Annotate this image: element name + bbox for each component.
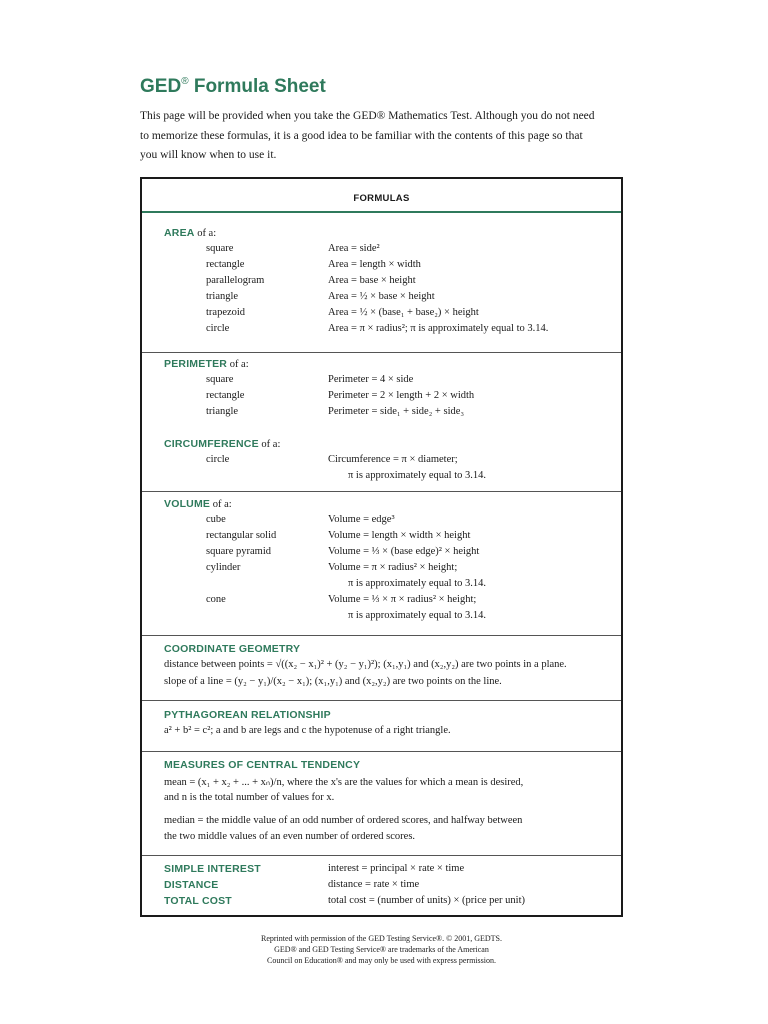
shape-label: triangle <box>206 406 239 417</box>
mean-note: and n is the total number of values for x. <box>164 792 335 803</box>
slope-formula: slope of a line = (y₂ − y₁)/(x₂ − x₁); (x₁,y₁) and (x₂,y₂) are two points on the line. <box>164 676 502 687</box>
page-title: GED® Formula Sheet <box>140 76 326 97</box>
formula: Perimeter = 4 × side <box>328 374 414 385</box>
formula: Volume = ⅓ × π × radius² × height; <box>328 594 477 605</box>
central-tendency-section <box>142 752 621 856</box>
formula: Area = ½ × base × height <box>328 291 435 302</box>
shape-label: circle <box>206 454 230 465</box>
misc-formulas-section <box>142 856 621 915</box>
shape-label: parallelogram <box>206 275 265 286</box>
area-heading: AREA of a: <box>164 227 217 239</box>
total-cost-heading: TOTAL COST <box>164 895 232 907</box>
perimeter-section <box>142 353 621 492</box>
formula: Circumference = π × diameter; <box>328 454 458 465</box>
circumference-heading: CIRCUMFERENCE of a: <box>164 438 281 450</box>
shape-label: rectangle <box>206 259 245 270</box>
formula: Area = ½ × (base₁ + base₂) × height <box>328 307 479 318</box>
distance-formula: distance between points = √((x₂ − x₁)² + (y₂ − y₁)²); (x₁,y₁) and (x₂,y₂) are two points in a plane. <box>164 659 567 670</box>
shape-label: square pyramid <box>206 546 272 557</box>
pythagorean-section <box>142 701 621 752</box>
intro-text <box>140 107 630 166</box>
shape-label: rectangle <box>206 390 245 401</box>
shape-label: square <box>206 374 234 385</box>
distance-heading: DISTANCE <box>164 879 219 891</box>
intro-line: to memorize these formulas, it is a good idea to be familiar with the contents of this page so that <box>140 129 583 142</box>
formula: Perimeter = side₁ + side₂ + side₃ <box>328 406 465 417</box>
formula: distance = rate × time <box>328 879 420 890</box>
formulas-header: FORMULAS <box>142 179 621 213</box>
coordinate-section <box>142 636 621 701</box>
volume-section <box>142 492 621 636</box>
shape-label: triangle <box>206 291 239 302</box>
formula: Area = π × radius²; π is approximately equal to 3.14. <box>328 323 549 334</box>
intro-line: This page will be provided when you take the GED® Mathematics Test. Although you do not need <box>140 110 595 122</box>
formula-note: π is approximately equal to 3.14. <box>348 610 486 621</box>
formula: interest = principal × rate × time <box>328 863 465 874</box>
shape-label: square <box>206 243 234 254</box>
formula: total cost = (number of units) × (price per unit) <box>328 895 525 906</box>
coordinate-heading: COORDINATE GEOMETRY <box>164 643 301 655</box>
formula: Volume = π × radius² × height; <box>328 562 458 573</box>
pythagorean-heading: PYTHAGOREAN RELATIONSHIP <box>164 709 331 721</box>
pythagorean-formula: a² + b² = c²; a and b are legs and c the hypotenuse of a right triangle. <box>164 725 451 736</box>
formula: Volume = edge³ <box>328 514 395 525</box>
footer-line: Council on Education® and may only be used with express permission. <box>267 956 496 965</box>
median-note: the two middle values of an even number of ordered scores. <box>164 831 416 842</box>
formulas-box <box>140 177 623 917</box>
formula: Volume = length × width × height <box>328 530 471 541</box>
perimeter-heading: PERIMETER of a: <box>164 358 249 370</box>
formula: Volume = ⅓ × (base edge)² × height <box>328 546 480 557</box>
median-formula: median = the middle value of an odd number of ordered scores, and halfway between <box>164 815 523 826</box>
formula: Area = side² <box>328 243 380 254</box>
shape-label: trapezoid <box>206 307 246 318</box>
shape-label: circle <box>206 323 230 334</box>
central-tendency-heading: MEASURES OF CENTRAL TENDENCY <box>164 759 361 771</box>
simple-interest-heading: SIMPLE INTEREST <box>164 863 261 875</box>
area-section <box>142 213 621 353</box>
formula: Perimeter = 2 × length + 2 × width <box>328 390 475 401</box>
shape-label: cylinder <box>206 562 241 573</box>
formula-note: π is approximately equal to 3.14. <box>348 470 486 481</box>
formula: Area = length × width <box>328 259 421 270</box>
shape-label: rectangular solid <box>206 530 277 541</box>
mean-formula: mean = (x₁ + x₂ + ... + xₙ)/n, where the x's are the values for which a mean is desired, <box>164 777 524 788</box>
formula-note: π is approximately equal to 3.14. <box>348 578 486 589</box>
shape-label: cube <box>206 514 226 525</box>
volume-heading: VOLUME of a: <box>164 498 232 510</box>
formula: Area = base × height <box>328 275 416 286</box>
intro-line: you will know when to use it. <box>140 149 277 161</box>
footer-line: Reprinted with permission of the GED Testing Service®. © 2001, GEDTS. <box>261 934 502 943</box>
footer <box>140 933 623 966</box>
footer-line: GED® and GED Testing Service® are trademarks of the American <box>274 945 489 954</box>
shape-label: cone <box>206 594 226 605</box>
